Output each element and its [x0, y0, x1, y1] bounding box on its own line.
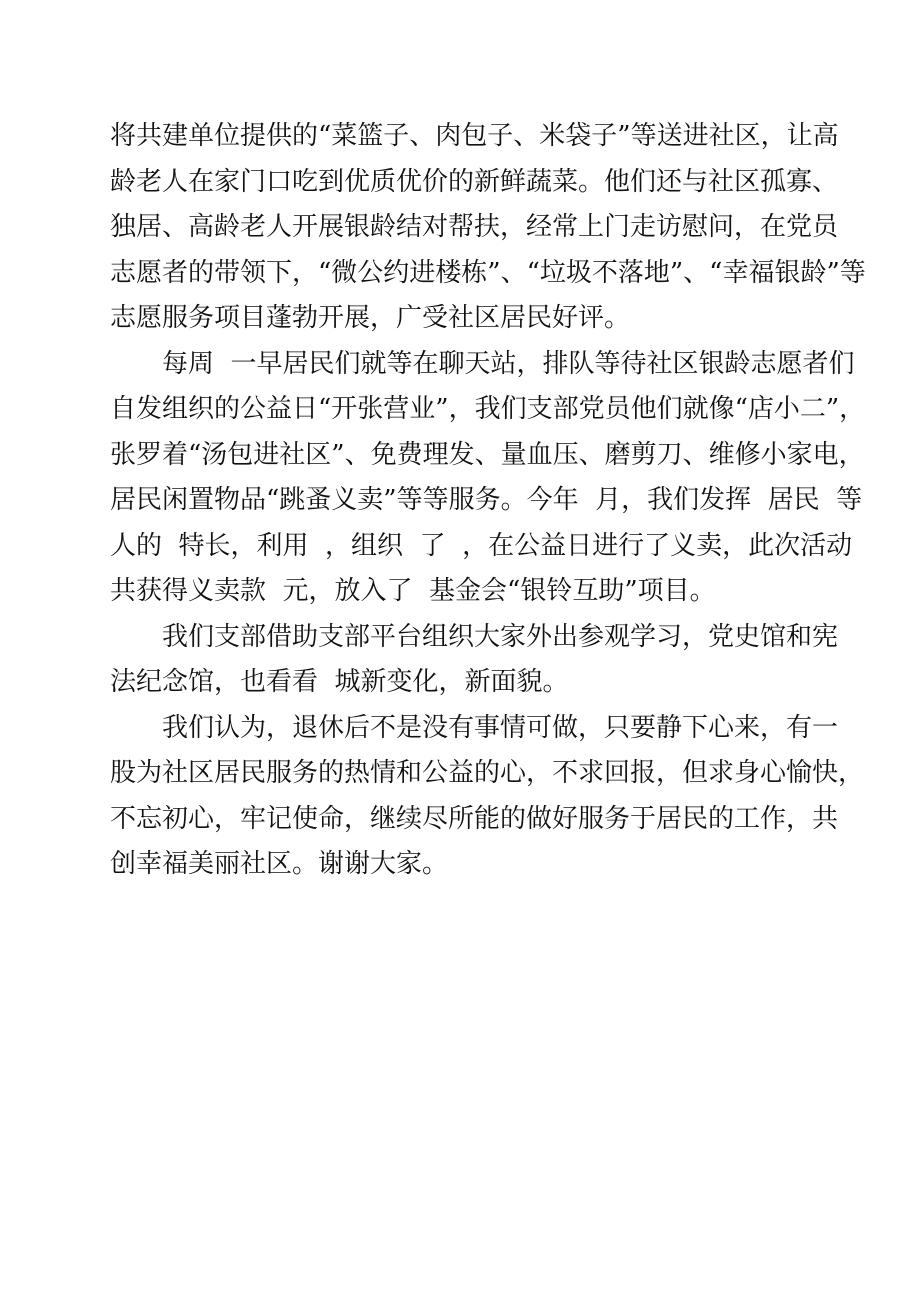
- text-line: 居民闲置物品“跳蚤义卖”等等服务。今年 月，我们发挥 居民 等: [110, 485, 863, 515]
- text-line: 将共建单位提供的“菜篮子、肉包子、米袋子”等送进社区，让高: [110, 121, 839, 151]
- text-line: 龄老人在家门口吃到优质优价的新鲜蔬菜。他们还与社区孤寡、: [110, 166, 839, 197]
- paragraph-start-line: 我们认为，退休后不是没有事情可做，只要静下心来，有一: [162, 712, 839, 743]
- text-line: 创幸福美丽社区。谢谢大家。: [110, 849, 449, 879]
- text-line: 不忘初心，牢记使命，继续尽所能的做好服务于居民的工作，共: [110, 803, 839, 834]
- text-line: 共获得义卖款 元，放入了 基金会“银铃互助”项目。: [110, 576, 716, 606]
- text-line: 独居、高龄老人开展银龄结对帮扶，经常上门走访慰问，在党员: [110, 212, 839, 242]
- paragraph-start-line: 我们支部借助支部平台组织大家外出参观学习，党史馆和宪: [162, 621, 839, 652]
- document-body: [110, 114, 866, 888]
- text-line: 张罗着“汤包进社区”、免费理发、量血压、磨剪刀、维修小家电，: [110, 439, 865, 470]
- text-line: 志愿者的带领下，“微公约进楼栋”、“垃圾不落地”、“幸福银龄”等: [110, 257, 866, 288]
- text-line: 自发组织的公益日“开张营业”，我们支部党员他们就像“店小二”，: [110, 394, 866, 424]
- text-line: 人的 特长，利用 ，组织 了 ，在公益日进行了义卖，此次活动: [110, 530, 853, 561]
- text-line: 志愿服务项目蓬勃开展，广受社区居民好评。: [110, 303, 631, 333]
- text-line: 股为社区居民服务的热情和公益的心，不求回报，但求身心愉快，: [110, 758, 865, 788]
- paragraph-start-line: 每周 一早居民们就等在聊天站，排队等待社区银龄志愿者们: [162, 348, 855, 379]
- text-line: 法纪念馆，也看看 城新变化，新面貌。: [110, 667, 569, 697]
